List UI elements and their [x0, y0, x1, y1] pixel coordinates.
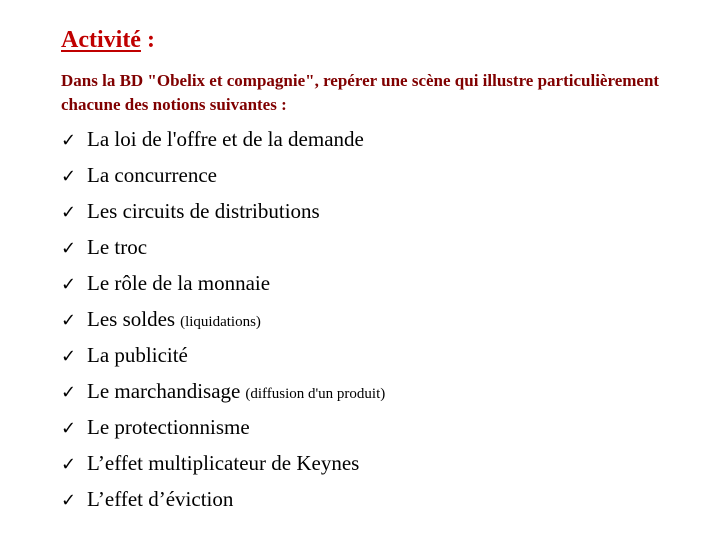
checkmark-icon: ✓	[61, 202, 77, 223]
item-text: L’effet multiplicateur de Keynes	[87, 451, 360, 475]
list-item	[61, 481, 385, 517]
item-text: Les circuits de distributions	[87, 199, 320, 223]
list-item	[61, 301, 385, 337]
list-item	[61, 193, 385, 229]
checkmark-icon: ✓	[61, 166, 77, 187]
item-note: (liquidations)	[180, 314, 261, 330]
checkmark-icon: ✓	[61, 274, 77, 295]
item-text: La loi de l'offre et de la demande	[87, 127, 364, 151]
checkmark-icon: ✓	[61, 130, 77, 151]
title-colon: :	[140, 27, 155, 53]
checkmark-icon: ✓	[61, 454, 77, 475]
item-text: Les soldes	[87, 307, 176, 331]
checkmark-icon: ✓	[61, 490, 77, 511]
list-item	[61, 265, 385, 301]
list-item	[61, 445, 385, 481]
item-text: Le troc	[87, 235, 148, 259]
item-text: La publicité	[87, 343, 188, 367]
checkmark-icon: ✓	[61, 382, 77, 403]
item-text: Le protectionnisme	[87, 415, 250, 439]
list-item	[61, 337, 385, 373]
checkmark-icon: ✓	[61, 418, 77, 439]
item-text: L’effet d’éviction	[87, 487, 234, 511]
checkmark-icon: ✓	[61, 238, 77, 259]
instruction-text: Dans la BD "Obelix et compagnie", repérer une scène qui illustre particulièrement chacune des notions suivantes :	[61, 71, 660, 114]
list-item	[61, 373, 385, 409]
list-item	[61, 229, 385, 265]
list-item	[61, 121, 385, 157]
item-note: (diffusion d'un produit)	[245, 386, 386, 402]
checkmark-icon: ✓	[61, 346, 77, 367]
title-word: Activité	[61, 27, 141, 53]
list-item	[61, 409, 385, 445]
item-text: La concurrence	[87, 163, 217, 187]
checkmark-icon: ✓	[61, 310, 77, 331]
item-text: Le rôle de la monnaie	[87, 271, 271, 295]
slide-title	[61, 24, 155, 56]
item-text: Le marchandisage	[87, 379, 241, 403]
list-item	[61, 157, 385, 193]
notions-list	[61, 121, 385, 517]
